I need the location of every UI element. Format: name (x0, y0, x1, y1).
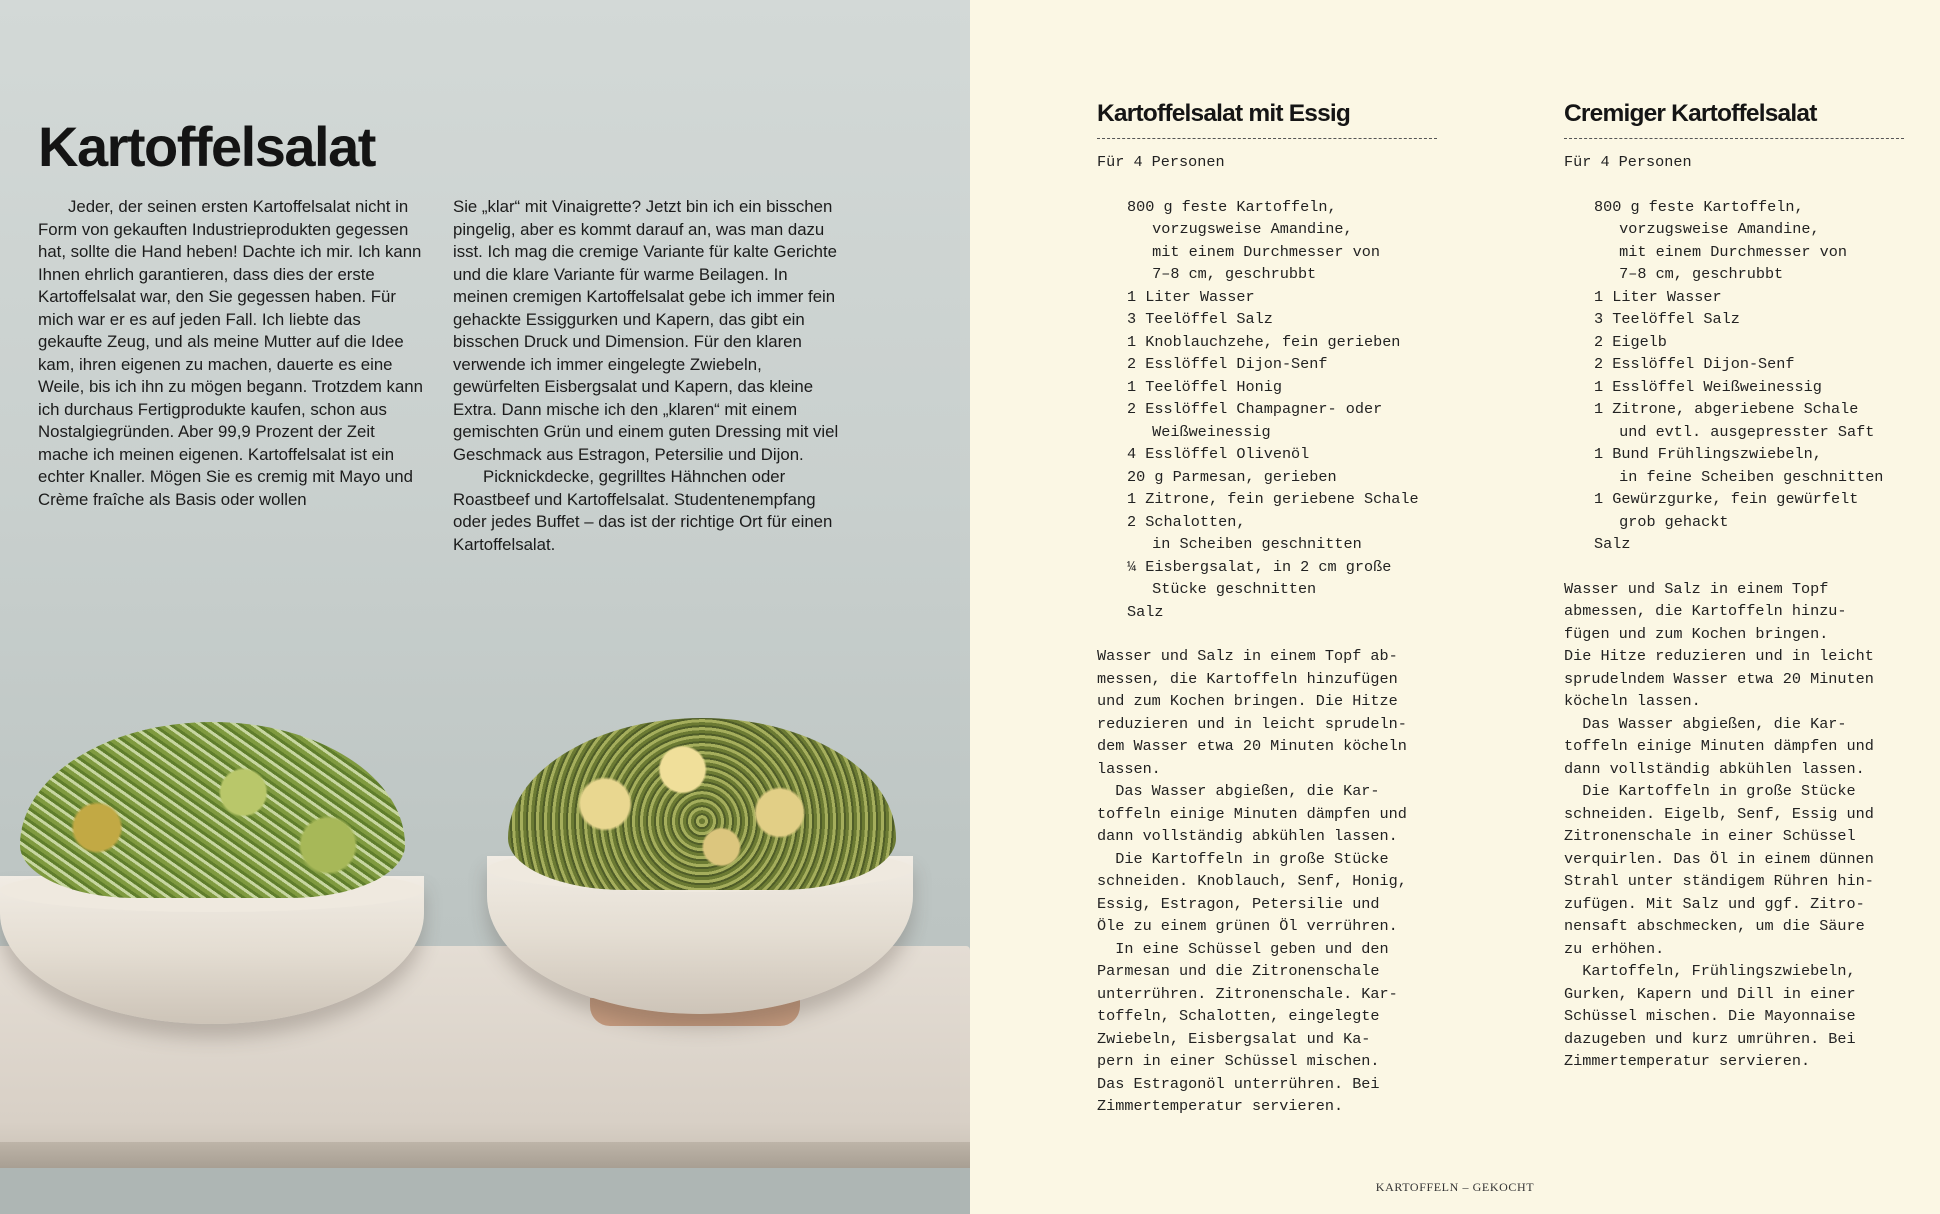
page-title: Kartoffelsalat (38, 115, 375, 178)
ingredient: Salz (1127, 602, 1164, 621)
ingredient: 20 g Parmesan, gerieben (1127, 467, 1337, 486)
ingredient: ¼ Eisbergsalat, in 2 cm große Stücke geschnitten (1127, 557, 1392, 598)
ingredient: 1 Knoblauchzehe, fein gerieben (1127, 332, 1401, 351)
servings: Für 4 Personen (1097, 153, 1225, 171)
ingredient: 1 Zitrone, fein geriebene Schale (1127, 490, 1419, 508)
ingredient: 1 Bund Frühlingszwiebeln, in feine Scheiben geschnitten (1594, 445, 1884, 486)
ingredient-list (1097, 196, 1437, 624)
intro-paragraph: Sie „klar“ mit Vinaigrette? Jetzt bin ich ein bisschen pingelig, aber es kommt darauf an, was man dazu isst. Ich mag die cremige Variante für kalte Gerichte und die klare Variante für warme Beilagen. In meinen cremigen Kartoffelsalat gebe ich immer fein gehackte Essiggurken und Kapern, das gibt ein bisschen Druck und Dimension. Für den klaren verwende ich immer eingelegte Zwiebeln, gewürfelten Eisbergsalat und Kapern, das kleine Extra. Dann mische ich den „klaren“ mit einem gemischten Grün und einem guten Dressing mit viel Geschmack aus Estragon, Petersilie und Dijon. (453, 197, 839, 464)
intro-paragraph: Jeder, der seinen ersten Kartoffelsalat nicht in Form von gekauften Industrieprodukten gegessen hat, sollte die Hand heben! Dachte ich mir. Ich kann Ihnen ehrlich garantieren, dass dies der erste Kartoffelsalat war, den Sie gegessen haben. Für mich war er es auf jeden Fall. Ich liebte das gekaufte Zeug, und als meine Mutter auf die Idee kam, ihren eigenen zu machen, dauerte es eine Weile, bis ich ihn zu mögen begann. Trotzdem kann ich durchaus Fertigprodukte kaufen, schon aus Nostalgiegründen. Aber 99,9 Prozent der Zeit mache ich meinen eigenen. Kartoffelsalat ist ein echter Knaller. Mögen Sie es cremig mit Mayo und Crème fraîche als Basis oder wollen (38, 197, 423, 509)
ingredient: 1 Esslöffel Weißweinessig (1594, 377, 1822, 396)
creamy-potato-salad (508, 718, 896, 890)
ingredient: 2 Esslöffel Dijon-Senf (1594, 355, 1795, 373)
dashed-divider (1097, 138, 1437, 139)
recipe-title: Cremiger Kartoffelsalat (1564, 100, 1817, 127)
method-text: Wasser und Salz in einem Topf ab- messen, die Kartoffeln hinzufügen und zum Kochen bringen. Die Hitze reduzieren und in leicht sprudeln- dem Wasser etwa 20 Minuten köcheln lassen. Das Wasser abgießen, die Kar- toffeln einige Minuten dämpfen und dann vollständig abkühlen lassen. Die Kartoffeln in große Stücke schneiden. Knoblauch, Senf, Honig, Essig, Estragon, Petersilie und Öle zu einem grünen Öl verrühren. In eine Schüssel geben und den Parmesan und die Zitronenschale unterrühren. Zitronenschale. Kar- toffeln, Schalotten, eingelegte Zwiebeln, Eisbergsalat und Ka- pern in einer Schüssel mischen. Das Estragonöl unterrühren. Bei Zimmertemperatur servieren. (1097, 647, 1407, 1115)
intro-paragraph: Picknickdecke, gegrilltes Hähnchen oder Roastbeef und Kartoffelsalat. Studentenempfang oder jedes Buffet – das ist der richtige Ort für einen Kartoffelsalat. (453, 467, 833, 554)
recipe-vinegar-potato-salad (1097, 96, 1437, 1118)
ingredient: 1 Liter Wasser (1594, 287, 1722, 306)
recipe-page (970, 0, 1940, 1214)
ingredient: 3 Teelöffel Salz (1594, 310, 1740, 328)
ingredient: 3 Teelöffel Salz (1127, 310, 1273, 328)
ingredient: 2 Eigelb (1594, 332, 1667, 351)
ingredient: 2 Esslöffel Dijon-Senf (1127, 355, 1328, 373)
ingredient: 2 Schalotten, in Scheiben geschnitten (1127, 512, 1362, 553)
board-edge (0, 1142, 970, 1168)
ingredient: 1 Zitrone, abgeriebene Schale und evtl. ausgepresster Saft (1594, 400, 1875, 441)
intro-column-1 (38, 196, 428, 511)
ingredient: 800 g feste Kartoffeln, vorzugsweise Amandine, mit einem Durchmesser von 7–8 cm, geschrubbt (1127, 197, 1380, 283)
ingredient: 2 Esslöffel Champagner- oder Weißweinessig (1127, 400, 1383, 441)
ingredient: 1 Liter Wasser (1127, 287, 1255, 306)
table-edge (0, 1168, 970, 1214)
recipe-title: Kartoffelsalat mit Essig (1097, 100, 1351, 127)
recipe-creamy-potato-salad (1564, 96, 1904, 1073)
ingredient-list (1564, 196, 1904, 556)
ingredient: Salz (1594, 535, 1631, 553)
servings: Für 4 Personen (1564, 153, 1692, 171)
page-folio: KARTOFFELN – GEKOCHT (1375, 1180, 1535, 1194)
method-text: Wasser und Salz in einem Topf abmessen, die Kartoffeln hinzu- fügen und zum Kochen bringen. Die Hitze reduzieren und in leicht sprudelndem Wasser etwa 20 Minuten köcheln lassen. Das Wasser abgießen, die Kar- toffeln einige Minuten dämpfen und dann vollständig abkühlen lassen. Die Kartoffeln in große Stücke schneiden. Eigelb, Senf, Essig und Zitronenschale in einer Schüssel verquirlen. Das Öl in einem dünnen Strahl unter ständigem Rühren hin- zufügen. Mit Salz und ggf. Zitro- nensaft abschmecken, um die Säure zu erhöhen. Kartoffeln, Frühlingszwiebeln, Gurken, Kapern und Dill in einer Schüssel mischen. Die Mayonnaise dazugeben und kurz umrühren. Bei Zimmertemperatur servieren. (1564, 579, 1874, 1070)
dashed-divider (1564, 138, 1904, 139)
intro-column-2 (453, 196, 843, 556)
green-potato-salad (20, 722, 405, 898)
ingredient: 800 g feste Kartoffeln, vorzugsweise Amandine, mit einem Durchmesser von 7–8 cm, geschrubbt (1594, 197, 1847, 283)
ingredient: 4 Esslöffel Olivenöl (1127, 445, 1310, 463)
ingredient: 1 Teelöffel Honig (1127, 377, 1282, 396)
ingredient: 1 Gewürzgurke, fein gewürfelt grob gehackt (1594, 490, 1859, 531)
